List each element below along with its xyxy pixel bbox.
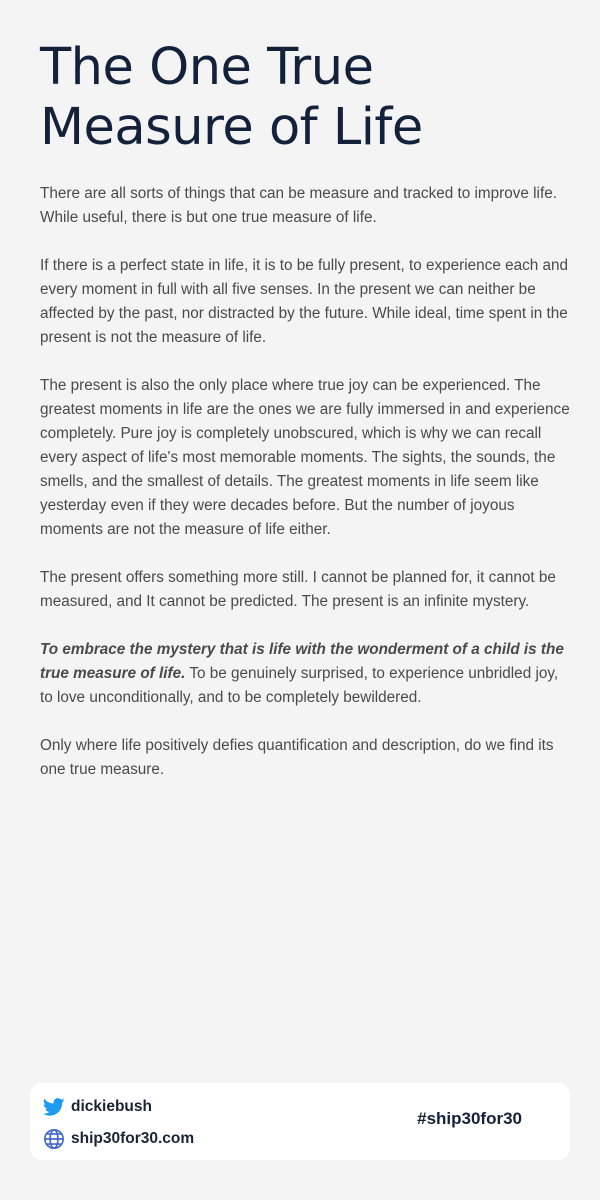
website-link[interactable]	[43, 1128, 194, 1150]
globe-icon	[43, 1128, 65, 1150]
twitter-bird-icon	[43, 1096, 65, 1118]
twitter-handle: dickiebush	[71, 1098, 152, 1115]
author-footer-card	[30, 1083, 570, 1160]
paragraph-present: If there is a perfect state in life, it is to be fully present, to experience each and every moment in full with all five senses. In the present we can neither be affected by the past, nor distracted by the future. While ideal, time spent in the present is not the measure of life.	[40, 257, 569, 346]
paragraph-intro: There are all sorts of things that can be measure and tracked to improve life. While useful, there is but one true measure of life.	[40, 185, 557, 226]
emphasis-text: To embrace the mystery that is life with the wonderment of a child is the true measure of life.	[40, 641, 564, 682]
article	[40, 38, 570, 806]
paragraph-mystery: The present offers something more still. I cannot be planned for, it cannot be measured, and It cannot be predicted. The present is an infinite mystery.	[40, 569, 556, 610]
twitter-handle-link[interactable]	[43, 1096, 152, 1118]
article-body	[40, 182, 570, 782]
hashtag: #ship30for30	[417, 1109, 522, 1128]
website-url: ship30for30.com	[71, 1130, 195, 1147]
paragraph-true-measure-rest: To be genuinely surprised, to experience unbridled joy, to love unconditionally, and to be completely bewildered.	[40, 665, 559, 706]
paragraph-joy: The present is also the only place where true joy can be experienced. The greatest moments in life are the ones we are fully immersed in and experience completely. Pure joy is completely unobscured, which is why we can recall every aspect of life's most memorable moments. The sights, the sounds, the smells, and the smallest of details. The greatest moments in life seem like yesterday even if they were decades before. But the number of joyous moments are not the measure of life either.	[40, 377, 570, 538]
paragraph-closing: Only where life positively defies quantification and description, do we find its one true measure.	[40, 737, 554, 778]
paragraph-true-measure	[40, 638, 570, 710]
page-title: The One True Measure of Life	[40, 38, 423, 157]
